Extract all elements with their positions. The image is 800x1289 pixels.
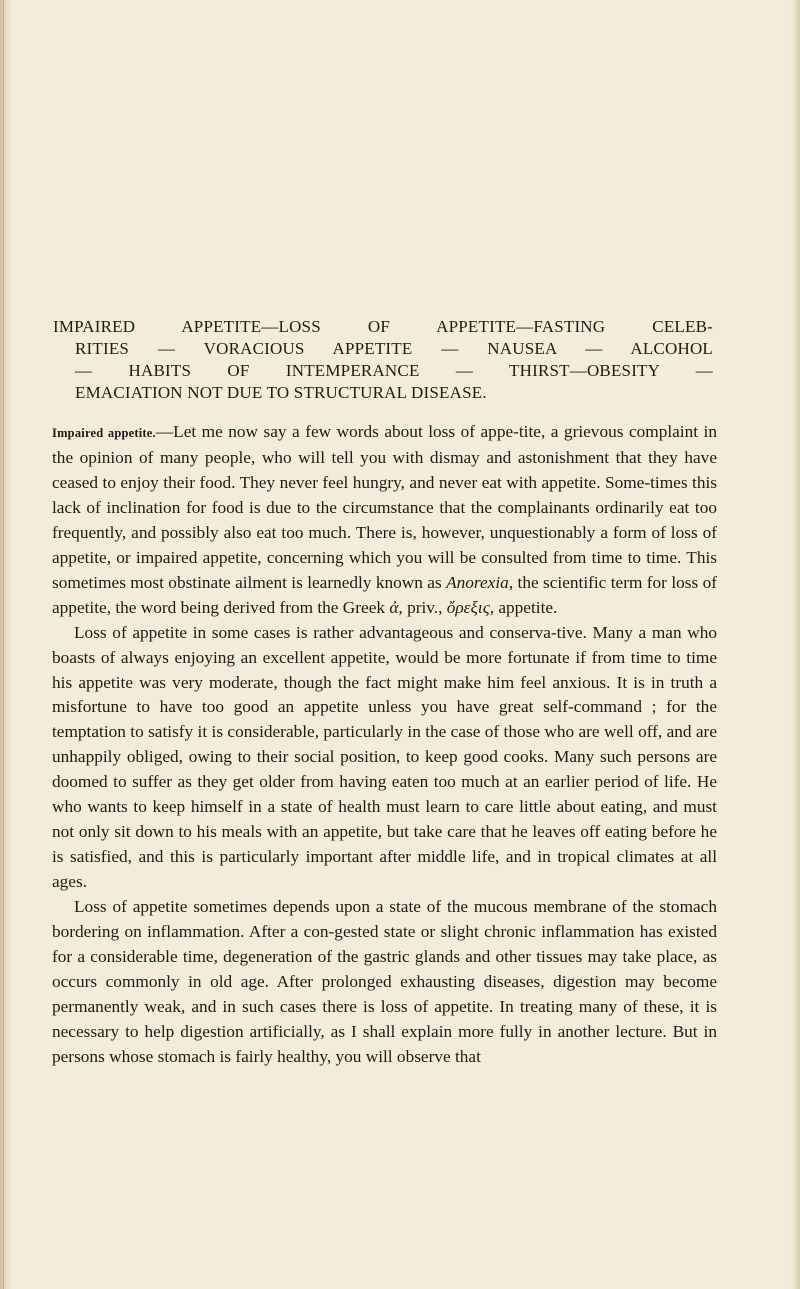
sidenote-impaired-appetite: Impaired appetite.: [52, 426, 156, 440]
paragraph-impaired-appetite: [52, 420, 717, 621]
paragraph-text: —Let me now say a few words about loss of appe-tite, a grievous complaint in the opinion of many people, who will tell you with dismay and astonishment that they have ceased to enjoy their food. They never feel hungry, and never eat with appetite. Some-times this lack of inclination for food is due to the circumstance that the complainants ordinarily eat too frequently, and possibly also eat too much. There is, however, unquestionably a form of loss of appetite, or impaired appetite, concerning which you will be consulted from time to time. This sometimes most obstinate ailment is learnedly known as: [52, 422, 717, 592]
greek-alpha-privative: ἀ: [389, 597, 399, 617]
paragraph-text: , priv.,: [398, 597, 447, 617]
paragraph-text: , appetite.: [489, 597, 558, 617]
paragraph-advantageous-loss: Loss of appetite in some cases is rather advantageous and conserva-tive. Many a man who boasts of always enjoying an excellent appetite, would be more fortunate if from time to time his appetite was very moderate, though the fact might make him feel anxious. It is in truth a misfortune to have too good an appetite unless you have great self-command ; for the temptation to satisfy it is considerable, particularly in the case of those who are well off, and are unhappily obliged, owing to their social position, to keep good cooks. Many such persons are doomed to suffer as they get older from having eaten too much at an earlier period of life. He who wants to keep himself in a state of health must learn to care little about eating, and must not only sit down to his meals with an appetite, but take care that he leaves off eating before he is satisfied, and this is particularly important after middle life, and in tropical climates at all ages.: [52, 622, 717, 892]
chapter-heading: [53, 316, 713, 404]
heading-line-4: EMACIATION NOT DUE TO STRUCTURAL DISEASE.: [75, 383, 487, 402]
greek-word-orexis: ὄρεξις: [446, 597, 490, 617]
term-anorexia: Anorexia: [446, 572, 509, 592]
page-outer-edge: [790, 0, 800, 1289]
heading-line-3: — HABITS OF INTEMPERANCE — THIRST—OBESITY —: [75, 361, 713, 380]
page-gutter-edge: [0, 0, 12, 1289]
heading-line-1: IMPAIRED APPETITE—LOSS OF APPETITE—FASTING CELEB-: [53, 317, 713, 336]
paragraph-mucous-membrane: Loss of appetite sometimes depends upon a state of the mucous membrane of the stomach bordering on inflammation. After a con-gested state or slight chronic inflammation has existed for a considerable time, degeneration of the gastric glands and other tissues may take place, as occurs commonly in old age. After prolonged exhausting diseases, digestion may become permanently weak, and in such cases there is loss of appetite. In treating many of these, it is necessary to help digestion artificially, as I shall explain more fully in another lecture. But in persons whose stomach is fairly healthy, you will observe that: [52, 897, 717, 1066]
body-text: [52, 420, 717, 1070]
heading-line-2: RITIES — VORACIOUS APPETITE — NAUSEA — ALCOHOL: [75, 339, 713, 358]
paragraph-text: , the scientific term for loss of appetite, the word being derived from the Greek: [52, 572, 717, 617]
